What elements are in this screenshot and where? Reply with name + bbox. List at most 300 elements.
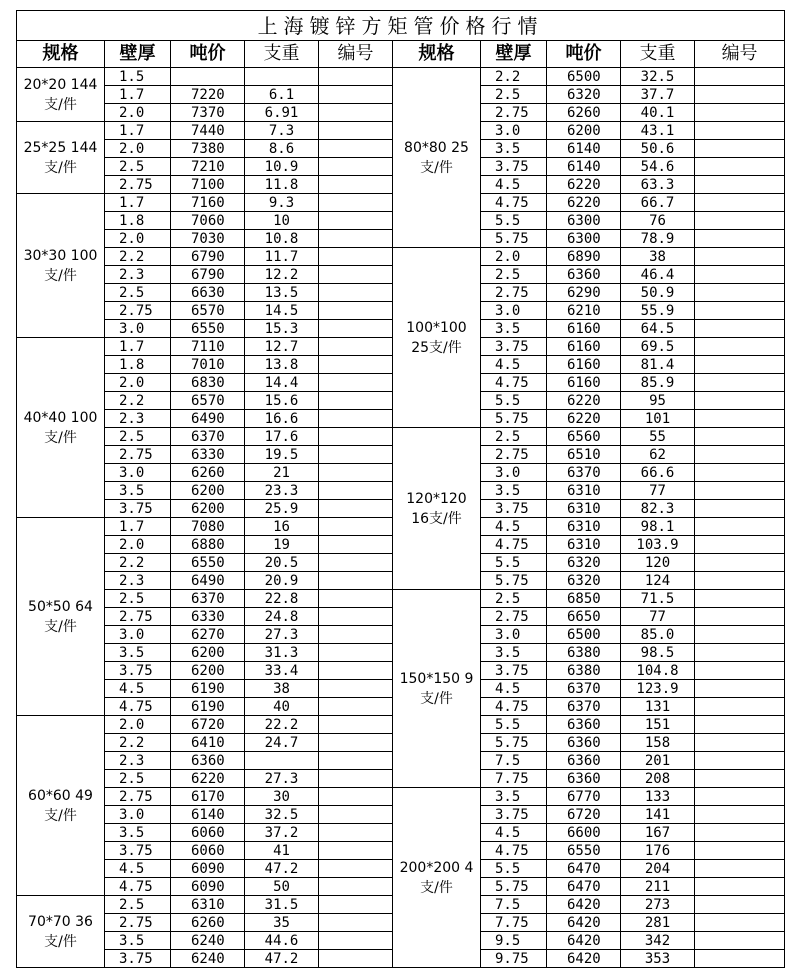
price-cell: 6220	[547, 176, 621, 194]
price-cell: 6200	[171, 644, 245, 662]
price-cell: 6560	[547, 428, 621, 446]
thickness-cell: 2.0	[105, 536, 171, 554]
thickness-cell: 4.5	[481, 356, 547, 374]
thickness-cell: 5.5	[481, 554, 547, 572]
weight-cell: 64.5	[621, 320, 695, 338]
number-cell	[319, 590, 393, 608]
header-price-right: 吨价	[547, 41, 621, 68]
price-cell: 7380	[171, 140, 245, 158]
spec-unit: 支/件	[44, 933, 77, 950]
number-cell	[695, 788, 785, 806]
spec-unit: 支/件	[44, 267, 77, 284]
number-cell	[319, 320, 393, 338]
thickness-cell: 2.3	[105, 410, 171, 428]
weight-cell: 13.5	[245, 284, 319, 302]
number-cell	[695, 410, 785, 428]
number-cell	[319, 194, 393, 212]
thickness-cell: 4.75	[481, 536, 547, 554]
price-cell: 6160	[547, 356, 621, 374]
thickness-cell: 5.5	[481, 716, 547, 734]
number-cell	[695, 320, 785, 338]
weight-cell: 37.2	[245, 824, 319, 842]
number-cell	[695, 644, 785, 662]
thickness-cell: 1.8	[105, 212, 171, 230]
spec-size: 200*200 4	[399, 859, 474, 876]
weight-cell: 6.91	[245, 104, 319, 122]
number-cell	[695, 464, 785, 482]
number-cell	[319, 140, 393, 158]
price-cell: 6370	[171, 590, 245, 608]
price-cell: 6600	[547, 824, 621, 842]
weight-cell: 10.9	[245, 158, 319, 176]
price-cell: 6410	[171, 734, 245, 752]
number-cell	[695, 338, 785, 356]
price-cell: 6060	[171, 842, 245, 860]
spec-size: 30*30 100	[23, 247, 98, 264]
price-cell: 6850	[547, 590, 621, 608]
spec-unit: 支/件	[420, 159, 453, 176]
weight-cell: 176	[621, 842, 695, 860]
price-cell: 6510	[547, 446, 621, 464]
price-cell: 6200	[171, 662, 245, 680]
number-cell	[319, 770, 393, 788]
price-cell: 6360	[547, 770, 621, 788]
spec-cell	[17, 338, 105, 518]
number-cell	[695, 590, 785, 608]
weight-cell: 78.9	[621, 230, 695, 248]
weight-cell: 9.3	[245, 194, 319, 212]
weight-cell: 44.6	[245, 932, 319, 950]
thickness-cell: 2.75	[481, 104, 547, 122]
spec-cell	[17, 518, 105, 716]
price-cell: 6090	[171, 878, 245, 896]
number-cell	[319, 104, 393, 122]
thickness-cell: 2.75	[105, 788, 171, 806]
number-cell	[319, 536, 393, 554]
number-cell	[695, 842, 785, 860]
price-sheet	[16, 10, 784, 968]
price-cell: 6550	[547, 842, 621, 860]
thickness-cell: 2.3	[105, 266, 171, 284]
weight-cell: 33.4	[245, 662, 319, 680]
thickness-cell: 2.0	[105, 374, 171, 392]
weight-cell: 20.5	[245, 554, 319, 572]
number-cell	[319, 662, 393, 680]
thickness-cell: 2.5	[481, 590, 547, 608]
number-cell	[695, 284, 785, 302]
number-cell	[319, 878, 393, 896]
weight-cell: 40	[245, 698, 319, 716]
price-cell: 6140	[547, 158, 621, 176]
thickness-cell: 5.5	[481, 392, 547, 410]
number-cell	[319, 734, 393, 752]
weight-cell: 10	[245, 212, 319, 230]
thickness-cell: 5.75	[481, 878, 547, 896]
thickness-cell: 2.3	[105, 572, 171, 590]
weight-cell: 55	[621, 428, 695, 446]
weight-cell: 167	[621, 824, 695, 842]
number-cell	[695, 212, 785, 230]
weight-cell: 76	[621, 212, 695, 230]
thickness-cell: 4.75	[481, 842, 547, 860]
number-cell	[695, 950, 785, 968]
weight-cell: 27.3	[245, 626, 319, 644]
weight-cell: 124	[621, 572, 695, 590]
thickness-cell: 2.75	[481, 446, 547, 464]
number-cell	[319, 806, 393, 824]
thickness-cell: 2.5	[105, 896, 171, 914]
thickness-cell: 2.2	[481, 68, 547, 86]
price-cell: 6310	[547, 482, 621, 500]
number-cell	[319, 338, 393, 356]
price-cell: 6550	[171, 320, 245, 338]
weight-cell: 98.5	[621, 644, 695, 662]
thickness-cell: 3.5	[481, 644, 547, 662]
weight-cell: 35	[245, 914, 319, 932]
weight-cell: 95	[621, 392, 695, 410]
thickness-cell: 4.5	[481, 680, 547, 698]
thickness-cell: 7.5	[481, 896, 547, 914]
price-cell: 6890	[547, 248, 621, 266]
thickness-cell: 2.3	[105, 752, 171, 770]
price-cell: 6320	[547, 572, 621, 590]
header-number-right: 编号	[695, 41, 785, 68]
number-cell	[319, 824, 393, 842]
price-cell: 6380	[547, 662, 621, 680]
number-cell	[695, 158, 785, 176]
spec-unit: 支/件	[44, 807, 77, 824]
weight-cell: 158	[621, 734, 695, 752]
weight-cell: 27.3	[245, 770, 319, 788]
number-cell	[319, 716, 393, 734]
thickness-cell: 4.75	[481, 194, 547, 212]
number-cell	[695, 608, 785, 626]
weight-cell: 14.4	[245, 374, 319, 392]
weight-cell: 8.6	[245, 140, 319, 158]
weight-cell: 98.1	[621, 518, 695, 536]
weight-cell: 353	[621, 950, 695, 968]
thickness-cell: 2.5	[481, 428, 547, 446]
number-cell	[319, 86, 393, 104]
header-thickness-left: 壁厚	[105, 41, 171, 68]
thickness-cell: 7.75	[481, 914, 547, 932]
price-cell: 6420	[547, 914, 621, 932]
thickness-cell: 3.0	[105, 320, 171, 338]
weight-cell: 50	[245, 878, 319, 896]
number-cell	[695, 680, 785, 698]
header-spec-right: 规格	[393, 41, 481, 68]
number-cell	[695, 824, 785, 842]
price-cell: 6320	[547, 554, 621, 572]
weight-cell: 23.3	[245, 482, 319, 500]
price-cell: 6240	[171, 932, 245, 950]
thickness-cell: 3.75	[481, 662, 547, 680]
thickness-cell: 5.75	[481, 230, 547, 248]
spec-cell	[17, 122, 105, 194]
weight-cell: 123.9	[621, 680, 695, 698]
spec-size: 25*25 144	[23, 139, 98, 156]
spec-size: 150*150 9	[399, 670, 474, 687]
price-cell: 6220	[547, 194, 621, 212]
thickness-cell: 4.75	[481, 698, 547, 716]
price-cell: 6330	[171, 608, 245, 626]
number-cell	[319, 356, 393, 374]
thickness-cell: 3.75	[105, 662, 171, 680]
weight-cell: 19	[245, 536, 319, 554]
number-cell	[319, 572, 393, 590]
number-cell	[319, 158, 393, 176]
thickness-cell: 2.0	[105, 104, 171, 122]
weight-cell: 47.2	[245, 860, 319, 878]
thickness-cell: 1.7	[105, 518, 171, 536]
price-cell: 6360	[547, 752, 621, 770]
number-cell	[695, 806, 785, 824]
weight-cell: 14.5	[245, 302, 319, 320]
price-cell: 6790	[171, 266, 245, 284]
weight-cell: 141	[621, 806, 695, 824]
number-cell	[319, 644, 393, 662]
thickness-cell: 2.0	[481, 248, 547, 266]
weight-cell: 32.5	[621, 68, 695, 86]
price-cell: 6550	[171, 554, 245, 572]
spec-size: 60*60 49	[28, 787, 93, 804]
price-cell: 6420	[547, 932, 621, 950]
price-cell: 6290	[547, 284, 621, 302]
number-cell	[319, 950, 393, 968]
spec-unit: 支/件	[420, 879, 453, 896]
thickness-cell: 2.75	[481, 608, 547, 626]
number-cell	[319, 914, 393, 932]
thickness-cell: 3.5	[481, 320, 547, 338]
number-cell	[695, 500, 785, 518]
price-cell: 6790	[171, 248, 245, 266]
thickness-cell: 3.5	[105, 824, 171, 842]
weight-cell: 11.7	[245, 248, 319, 266]
weight-cell: 273	[621, 896, 695, 914]
weight-cell: 66.6	[621, 464, 695, 482]
price-cell: 6190	[171, 680, 245, 698]
price-cell: 6260	[171, 914, 245, 932]
price-cell: 6650	[547, 608, 621, 626]
weight-cell: 43.1	[621, 122, 695, 140]
thickness-cell: 3.75	[105, 842, 171, 860]
price-cell: 6360	[547, 716, 621, 734]
number-cell	[319, 410, 393, 428]
weight-cell: 104.8	[621, 662, 695, 680]
weight-cell: 24.8	[245, 608, 319, 626]
weight-cell	[245, 752, 319, 770]
header-spec-left: 规格	[17, 41, 105, 68]
weight-cell: 201	[621, 752, 695, 770]
weight-cell: 11.8	[245, 176, 319, 194]
thickness-cell: 2.5	[105, 428, 171, 446]
thickness-cell: 1.7	[105, 194, 171, 212]
price-cell: 6360	[547, 266, 621, 284]
number-cell	[695, 392, 785, 410]
weight-cell: 15.3	[245, 320, 319, 338]
thickness-cell: 4.75	[481, 374, 547, 392]
table-row	[17, 68, 785, 86]
price-cell: 6880	[171, 536, 245, 554]
number-cell	[319, 842, 393, 860]
weight-cell	[245, 68, 319, 86]
weight-cell: 30	[245, 788, 319, 806]
price-table	[16, 10, 785, 968]
weight-cell: 16	[245, 518, 319, 536]
spec-unit: 支/件	[44, 96, 77, 113]
number-cell	[319, 554, 393, 572]
price-cell: 6310	[547, 500, 621, 518]
thickness-cell: 2.75	[481, 284, 547, 302]
thickness-cell: 5.5	[481, 860, 547, 878]
table-row	[17, 248, 785, 266]
weight-cell: 20.9	[245, 572, 319, 590]
price-cell: 6210	[547, 302, 621, 320]
number-cell	[695, 86, 785, 104]
thickness-cell: 3.0	[105, 626, 171, 644]
number-cell	[695, 716, 785, 734]
thickness-cell: 3.0	[481, 302, 547, 320]
weight-cell: 21	[245, 464, 319, 482]
price-cell: 6720	[547, 806, 621, 824]
number-cell	[319, 302, 393, 320]
price-cell: 6500	[547, 68, 621, 86]
number-cell	[695, 572, 785, 590]
weight-cell: 31.3	[245, 644, 319, 662]
thickness-cell: 2.2	[105, 392, 171, 410]
number-cell	[695, 140, 785, 158]
weight-cell: 31.5	[245, 896, 319, 914]
thickness-cell: 3.75	[105, 500, 171, 518]
price-cell: 6370	[171, 428, 245, 446]
price-cell: 6220	[547, 410, 621, 428]
number-cell	[319, 698, 393, 716]
weight-cell: 85.0	[621, 626, 695, 644]
price-cell: 6190	[171, 698, 245, 716]
thickness-cell: 5.5	[481, 212, 547, 230]
spec-cell	[393, 248, 481, 428]
weight-cell: 46.4	[621, 266, 695, 284]
number-cell	[695, 896, 785, 914]
weight-cell: 211	[621, 878, 695, 896]
spec-unit: 支/件	[44, 618, 77, 635]
thickness-cell: 2.5	[105, 284, 171, 302]
weight-cell: 41	[245, 842, 319, 860]
spec-size: 120*120	[406, 490, 467, 507]
thickness-cell: 2.5	[481, 86, 547, 104]
number-cell	[319, 374, 393, 392]
weight-cell: 120	[621, 554, 695, 572]
weight-cell: 22.2	[245, 716, 319, 734]
price-cell: 6160	[547, 338, 621, 356]
number-cell	[695, 878, 785, 896]
weight-cell: 342	[621, 932, 695, 950]
weight-cell: 12.2	[245, 266, 319, 284]
price-cell	[171, 68, 245, 86]
number-cell	[319, 446, 393, 464]
thickness-cell: 3.5	[105, 644, 171, 662]
thickness-cell: 2.2	[105, 248, 171, 266]
thickness-cell: 5.75	[481, 572, 547, 590]
number-cell	[319, 626, 393, 644]
number-cell	[319, 608, 393, 626]
spec-cell	[17, 896, 105, 968]
weight-cell: 40.1	[621, 104, 695, 122]
weight-cell: 50.9	[621, 284, 695, 302]
number-cell	[695, 176, 785, 194]
weight-cell: 13.8	[245, 356, 319, 374]
weight-cell: 131	[621, 698, 695, 716]
table-row	[17, 788, 785, 806]
thickness-cell: 4.5	[481, 824, 547, 842]
price-cell: 6090	[171, 860, 245, 878]
thickness-cell: 3.5	[481, 788, 547, 806]
number-cell	[319, 752, 393, 770]
thickness-cell: 2.75	[105, 446, 171, 464]
thickness-cell: 3.75	[481, 158, 547, 176]
weight-cell: 50.6	[621, 140, 695, 158]
price-cell: 6140	[171, 806, 245, 824]
number-cell	[695, 374, 785, 392]
number-cell	[319, 482, 393, 500]
thickness-cell: 2.5	[105, 158, 171, 176]
price-cell: 6140	[547, 140, 621, 158]
price-cell: 6500	[547, 626, 621, 644]
weight-cell: 24.7	[245, 734, 319, 752]
number-cell	[319, 860, 393, 878]
price-cell: 7030	[171, 230, 245, 248]
weight-cell: 10.8	[245, 230, 319, 248]
price-cell: 7440	[171, 122, 245, 140]
number-cell	[319, 212, 393, 230]
number-cell	[319, 248, 393, 266]
number-cell	[695, 536, 785, 554]
number-cell	[319, 464, 393, 482]
thickness-cell: 3.5	[481, 482, 547, 500]
price-cell: 6200	[171, 482, 245, 500]
number-cell	[319, 230, 393, 248]
thickness-cell: 9.75	[481, 950, 547, 968]
weight-cell: 16.6	[245, 410, 319, 428]
weight-cell: 6.1	[245, 86, 319, 104]
spec-size: 100*100	[406, 319, 467, 336]
thickness-cell: 1.7	[105, 122, 171, 140]
price-cell: 6630	[171, 284, 245, 302]
thickness-cell: 3.75	[481, 338, 547, 356]
table-row	[17, 428, 785, 446]
price-cell: 7110	[171, 338, 245, 356]
spec-unit: 支/件	[420, 690, 453, 707]
weight-cell: 38	[245, 680, 319, 698]
weight-cell: 32.5	[245, 806, 319, 824]
thickness-cell: 4.5	[481, 176, 547, 194]
weight-cell: 82.3	[621, 500, 695, 518]
thickness-cell: 4.5	[105, 860, 171, 878]
weight-cell: 281	[621, 914, 695, 932]
thickness-cell: 7.5	[481, 752, 547, 770]
weight-cell: 17.6	[245, 428, 319, 446]
table-row	[17, 590, 785, 608]
thickness-cell: 3.75	[105, 950, 171, 968]
weight-cell: 15.6	[245, 392, 319, 410]
price-cell: 7210	[171, 158, 245, 176]
price-cell: 6240	[171, 950, 245, 968]
thickness-cell: 2.5	[481, 266, 547, 284]
number-cell	[695, 266, 785, 284]
price-cell: 6060	[171, 824, 245, 842]
thickness-cell: 3.0	[481, 464, 547, 482]
thickness-cell: 3.0	[105, 806, 171, 824]
